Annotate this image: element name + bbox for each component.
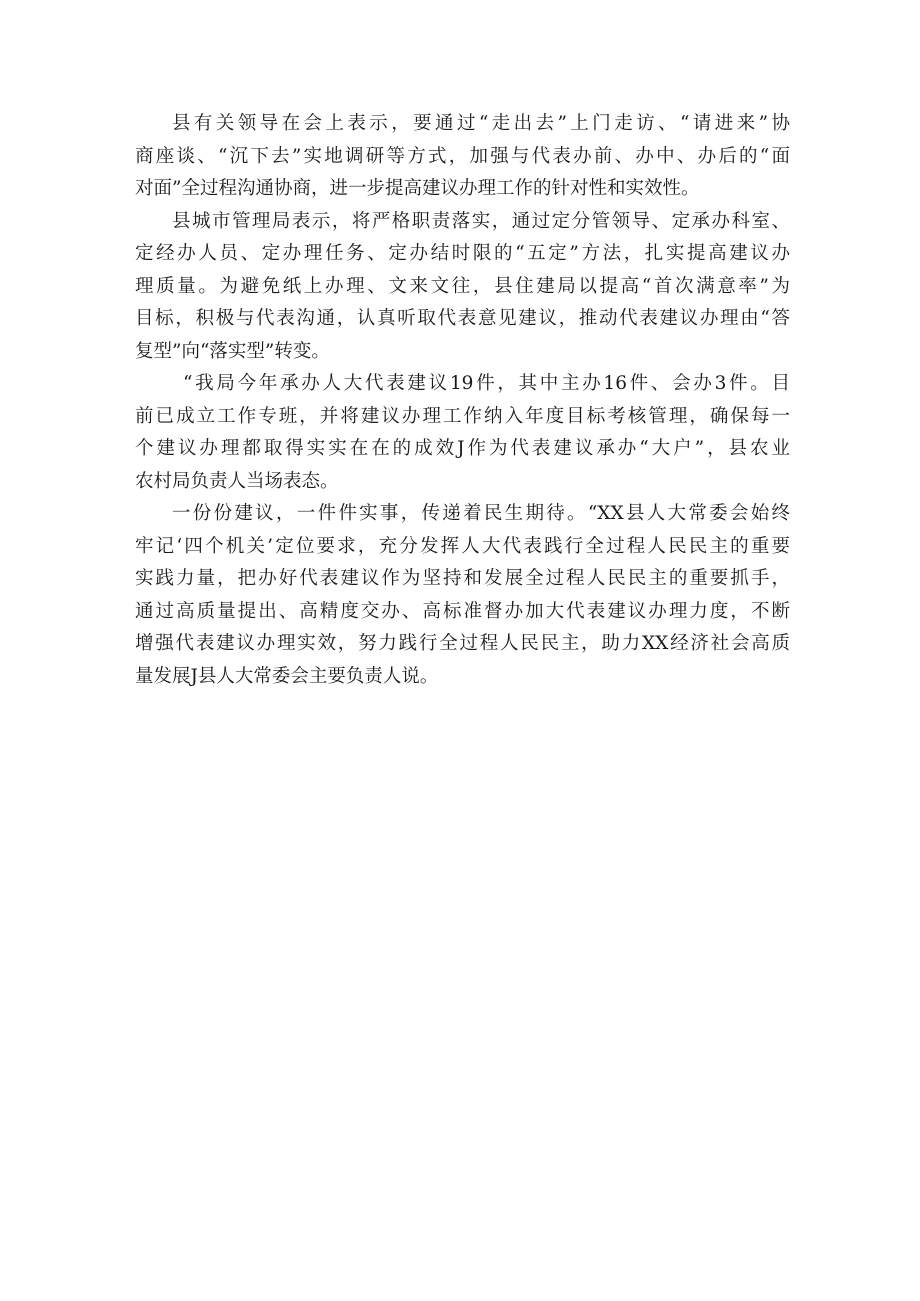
document-body: [135, 108, 790, 693]
paragraph-line: 县城市管理局表示，将严格职责落实，通过定分管领导、定承办科室、: [172, 210, 790, 232]
paragraph-line: 通过高质量提出、高精度交办、高标准督办加大代表建议办理力度，不断: [135, 600, 790, 622]
paragraph-line: “我局今年承办人大代表建议19件，其中主办16件、会办3件。目: [183, 373, 790, 394]
paragraph-line: 复型”向“落实型”转变。: [135, 340, 330, 362]
paragraph-line: 对面”全过程沟通协商，进一步提高建议办理工作的针对性和实效性。: [135, 178, 700, 199]
paragraph-line: 一份份建议，一件件实事，传递着民生期待。“XX县人大常委会始终: [172, 503, 790, 524]
paragraph-line: 量发展J县人大常委会主要负责人说。: [135, 665, 439, 687]
paragraph-2: [135, 206, 790, 369]
paragraph-line: 农村局负责人当场表态。: [135, 470, 339, 492]
paragraph-line: 县有关领导在会上表示，要通过“走出去”上门走访、“请进来”协: [172, 113, 790, 134]
paragraph-line: 商座谈、“沉下去”实地调研等方式，加强与代表办前、办中、办后的“面: [135, 145, 790, 167]
paragraph-line: 目标，积极与代表沟通，认真听取代表意见建议，推动代表建议办理由“答: [135, 308, 790, 329]
paragraph-line: 实践力量，把办好代表建议作为坚持和发展全过程人民民主的重要抓手，: [135, 568, 790, 589]
paragraph-line: 定经办人员、定办理任务、定办结时限的“五定”方法，扎实提高建议办: [135, 243, 790, 264]
paragraph-4: [135, 498, 790, 693]
paragraph-line: 牢记‘四个机关’定位要求，充分发挥人大代表践行全过程人民民主的重要: [135, 535, 790, 557]
paragraph-3: [135, 368, 790, 498]
paragraph-line: 增强代表建议办理实效，努力践行全过程人民民主，助力XX经济社会高质: [135, 633, 790, 654]
paragraph-line: 理质量。为避免纸上办理、文来文往，县住建局以提高“首次满意率”为: [135, 275, 790, 297]
paragraph-1: [135, 108, 790, 206]
paragraph-line: 个建议办理都取得实实在在的成效J作为代表建议承办“大户”，县农业: [135, 438, 790, 459]
paragraph-line: 前已成立工作专班，并将建议办理工作纳入年度目标考核管理，确保每一: [135, 405, 790, 427]
